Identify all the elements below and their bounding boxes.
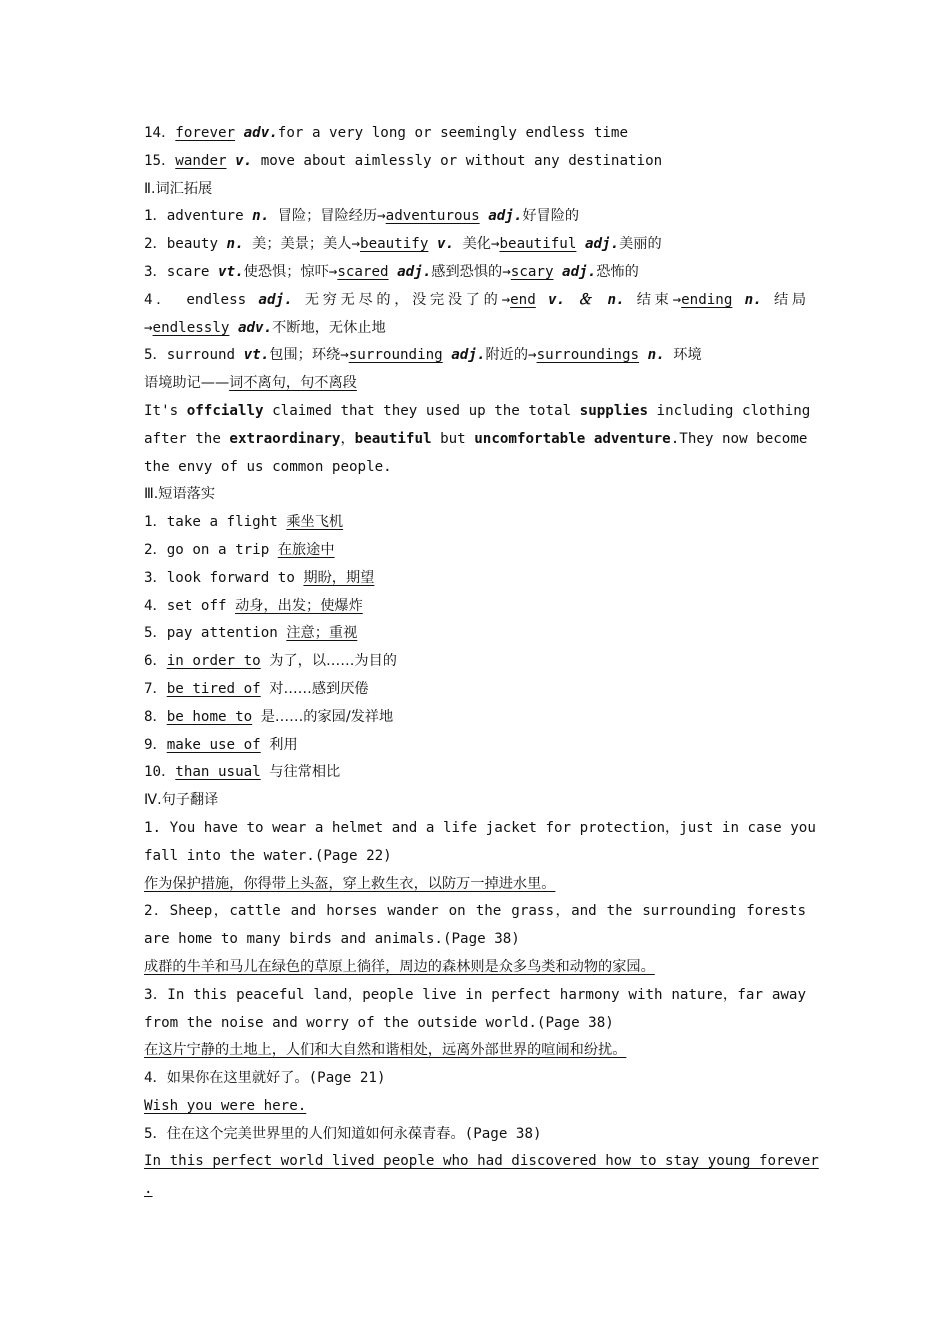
item-number: 15． <box>144 152 176 169</box>
part-of-speech: n. <box>647 347 665 364</box>
arrow-icon: → <box>377 208 386 225</box>
memory-aid-heading <box>144 370 806 398</box>
meaning: 美；美景；美人 <box>252 236 352 253</box>
sentence-line: 3．In this peaceful land，people live in perfect harmony with nature，far away <box>144 986 806 1003</box>
phrase-text: pay attention <box>166 625 278 642</box>
definition: move about aimlessly or without any destination <box>260 152 663 169</box>
memory-motto: 词不离句，句不离段 <box>229 375 357 392</box>
meaning: 美丽的 <box>619 236 662 253</box>
expansion-item <box>144 342 806 370</box>
answer-word: adventurous <box>385 208 480 225</box>
answer-word: scared <box>337 263 389 280</box>
arrow-icon: → <box>144 319 153 336</box>
answer-word: scary <box>510 263 554 280</box>
keyword: beautiful <box>354 430 432 447</box>
sentence-prompt: 5．住在这个完美世界里的人们知道如何永葆青春。(Page 38) <box>144 1125 542 1142</box>
item-number: 8． <box>144 708 167 725</box>
section-heading: Ⅲ.短语落实 <box>144 486 216 503</box>
meaning: 冒险；冒险经历 <box>277 208 378 225</box>
answer-word: wander <box>175 152 227 169</box>
text-run: including clothing <box>656 402 811 419</box>
memory-paragraph-line: the envy of us common people. <box>144 458 392 475</box>
arrow-icon: → <box>502 263 511 280</box>
answer-text: 作为保护措施，你得带上头盔，穿上救生衣，以防万一掉进水里。 <box>144 875 556 892</box>
answer-word: beautiful <box>499 236 577 253</box>
base-word: adventure <box>166 208 244 225</box>
answer-phrase: make use of <box>166 736 261 753</box>
expansion-item <box>144 203 806 231</box>
item-number: 1． <box>144 514 167 531</box>
text-run: It's <box>144 402 179 419</box>
expansion-item <box>144 259 806 287</box>
answer-phrase: 在旅途中 <box>277 541 335 558</box>
item-number: 3． <box>144 569 167 586</box>
sentence-prompt: 4．如果你在这里就好了。(Page 21) <box>144 1070 386 1087</box>
vocab-item <box>144 120 806 148</box>
answer-phrase: in order to <box>166 653 261 670</box>
part-of-speech: adj. <box>258 291 293 308</box>
part-of-speech: vt. <box>243 347 270 364</box>
part-of-speech: vt. <box>218 263 244 280</box>
memory-paragraph-line <box>144 426 806 454</box>
base-word: beauty <box>166 236 218 253</box>
phrase-meaning: 是……的家园/发祥地 <box>260 708 394 725</box>
phrase-item <box>144 537 806 565</box>
phrase-item <box>144 732 806 760</box>
meaning: 结局 <box>773 291 807 308</box>
part-of-speech: adv. <box>237 319 273 336</box>
expansion-item-cont <box>144 315 806 343</box>
answer-word: endlessly <box>152 319 230 336</box>
answer-phrase: 注意；重视 <box>286 625 358 642</box>
keyword: offcially <box>186 402 264 419</box>
item-number: 9． <box>144 736 167 753</box>
answer-phrase: 动身，出发；使爆炸 <box>235 597 363 614</box>
item-number: 14． <box>144 125 176 141</box>
answer-phrase: than usual <box>175 764 261 781</box>
meaning: 好冒险的 <box>522 208 580 225</box>
phrase-item <box>144 620 806 648</box>
phrase-item <box>144 676 806 704</box>
phrase-text: look forward to <box>166 569 295 586</box>
text-run: .They now become <box>670 430 808 447</box>
translation-answer: In this perfect world lived people who had discovered how to stay young forever <box>144 1153 819 1170</box>
part-of-speech: n. <box>226 236 244 253</box>
base-word: endless <box>186 291 247 308</box>
answer-word: beautify <box>360 236 429 253</box>
part-of-speech: v. <box>436 236 455 253</box>
sentence-line: from the noise and worry of the outside world.(Page 38) <box>144 1014 614 1031</box>
answer-word: end <box>510 291 536 308</box>
part-of-speech: adj. <box>451 347 486 364</box>
arrow-icon: → <box>501 291 511 308</box>
answer-word: surrounding <box>348 347 443 364</box>
item-number: 2． <box>144 541 167 558</box>
base-word: scare <box>166 263 210 280</box>
keyword: uncomfortable adventure <box>474 430 671 447</box>
sentence-line: fall into the water.(Page 22) <box>144 847 392 864</box>
item-number: 5． <box>144 347 167 364</box>
phrase-text: take a flight <box>166 514 278 531</box>
phrase-item <box>144 704 806 732</box>
keyword: supplies <box>579 402 648 419</box>
part-of-speech: n. <box>252 208 270 225</box>
keyword: extraordinary <box>229 430 341 447</box>
item-number: 7． <box>144 680 167 697</box>
item-number: 3． <box>144 263 167 280</box>
meaning: 结束 <box>636 291 673 308</box>
phrase-meaning: 利用 <box>269 736 298 753</box>
arrow-icon: → <box>351 236 361 253</box>
phrase-item <box>144 593 806 621</box>
part-of-speech: v. <box>235 152 253 169</box>
expansion-item <box>144 287 806 315</box>
sentence-line: 2．Sheep，cattle and horses wander on the grass，and the surrounding forests <box>144 903 806 920</box>
sentence-line: 1. You have to wear a helmet and a life jacket for protection，just in case you <box>144 819 816 836</box>
arrow-icon: → <box>672 291 682 308</box>
memory-label: 语境助记—— <box>144 375 230 392</box>
answer-phrase: 乘坐飞机 <box>286 514 344 531</box>
meaning: 使恐惧；惊吓 <box>243 263 329 280</box>
answer-text: . <box>144 1181 153 1198</box>
document-page <box>144 120 819 1204</box>
item-number: 6． <box>144 653 167 670</box>
translation-answer-tail <box>144 1176 806 1204</box>
sentence-line: are home to many birds and animals.(Page 38) <box>144 931 520 948</box>
arrow-icon: → <box>328 263 338 280</box>
arrow-icon: → <box>528 347 537 364</box>
translation-answer <box>144 954 806 982</box>
part-of-speech: adj. <box>397 263 432 280</box>
definition: for a very long or seemingly endless time <box>277 125 629 141</box>
meaning: 恐怖的 <box>596 263 639 280</box>
text-run: but <box>440 430 466 447</box>
meaning: 附近的 <box>485 347 529 364</box>
phrase-text: go on a trip <box>166 541 270 558</box>
translation-answer <box>144 871 806 899</box>
meaning: 包围；环绕 <box>269 347 341 364</box>
arrow-icon: → <box>490 236 500 253</box>
item-number: 1． <box>144 208 167 225</box>
phrase-meaning: 对……感到厌倦 <box>269 680 369 697</box>
text-run: claimed that they used up the total <box>272 402 572 419</box>
answer-phrase: 期盼，期望 <box>303 569 375 586</box>
answer-text: 成群的牛羊和马儿在绿色的草原上徜徉，周边的森林则是众多鸟类和动物的家园。 <box>144 958 655 975</box>
answer-text: 在这片宁静的土地上，人们和大自然和谐相处，远离外部世界的喧闹和纷扰。 <box>144 1042 627 1059</box>
phrase-text: set off <box>166 597 227 614</box>
section-heading: Ⅳ.句子翻译 <box>144 792 219 809</box>
answer-phrase: be tired of <box>166 680 261 697</box>
answer-text: Wish you were here. <box>144 1097 307 1114</box>
meaning: 不断地，无休止地 <box>272 319 386 336</box>
base-word: surround <box>166 347 236 364</box>
text-run: ， <box>340 430 355 447</box>
expansion-item <box>144 231 806 259</box>
phrase-item <box>144 759 806 787</box>
answer-word: forever <box>175 125 236 141</box>
phrase-meaning: 与往常相比 <box>269 764 341 781</box>
part-of-speech: adj. <box>562 263 597 280</box>
item-number: 5． <box>144 625 167 642</box>
section-heading: Ⅱ.词汇拓展 <box>144 180 213 197</box>
meaning: 感到恐惧的 <box>431 263 503 280</box>
answer-phrase: be home to <box>166 708 253 725</box>
phrase-list <box>144 509 806 787</box>
part-of-speech: n. <box>744 291 762 308</box>
answer-word: surroundings <box>536 347 640 364</box>
phrase-item <box>144 509 806 537</box>
phrase-item <box>144 648 806 676</box>
meaning: 无穷无尽的，没完没了的 <box>304 291 502 308</box>
meaning: 美化 <box>462 236 491 253</box>
arrow-icon: → <box>340 347 349 364</box>
item-number: 4． <box>144 291 175 308</box>
part-of-speech: adj. <box>584 236 620 253</box>
text-run: after the <box>144 430 221 447</box>
item-number: 4． <box>144 597 167 614</box>
part-of-speech: v. ＆ n. <box>548 291 625 308</box>
part-of-speech: adv. <box>243 125 278 141</box>
part-of-speech: adj. <box>488 208 523 225</box>
item-number: 2． <box>144 236 167 253</box>
phrase-item <box>144 565 806 593</box>
memory-paragraph-line <box>144 398 811 426</box>
answer-word: ending <box>681 291 733 308</box>
translation-answer <box>144 1093 806 1121</box>
phrase-meaning: 为了，以……为目的 <box>269 653 397 670</box>
meaning: 环境 <box>673 347 702 364</box>
vocab-item <box>144 148 806 176</box>
item-number: 10． <box>144 764 176 781</box>
translation-answer <box>144 1037 806 1065</box>
